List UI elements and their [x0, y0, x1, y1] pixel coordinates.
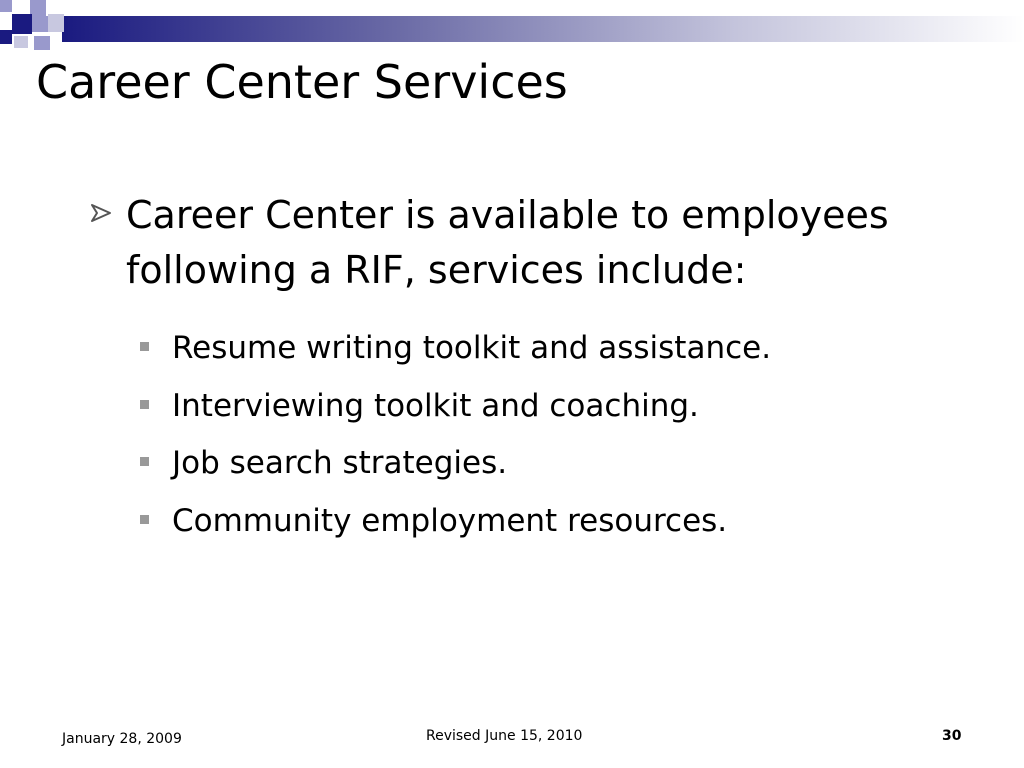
square-bullet-icon: [140, 515, 149, 524]
slide-title: Career Center Services: [36, 55, 568, 109]
hollow-arrow-bullet-icon: [90, 202, 112, 224]
sub-point-text: Interviewing toolkit and coaching.: [172, 387, 699, 424]
square-bullet-icon: [140, 400, 149, 409]
main-point-text: Career Center is available to employees following a RIF, services include:: [126, 193, 889, 292]
slide-number: 30: [942, 728, 962, 744]
footer-date: January 28, 2009: [62, 731, 182, 747]
header-gradient-bar: [62, 16, 1024, 42]
sub-point-text: Community employment resources.: [172, 502, 728, 539]
sub-bullet-list: [140, 322, 940, 552]
header-decoration: [0, 0, 1024, 60]
square-bullet-icon: [140, 342, 149, 351]
sub-point-text: Job search strategies.: [172, 445, 508, 481]
sub-point-text: Resume writing toolkit and assistance.: [172, 330, 772, 366]
list-item: [140, 380, 940, 438]
list-item: [140, 322, 940, 380]
list-item: [140, 495, 940, 553]
checker-squares: [0, 0, 64, 50]
list-item: [140, 437, 940, 495]
square-bullet-icon: [140, 457, 149, 466]
footer-revised-date: Revised June 15, 2010: [426, 728, 583, 744]
